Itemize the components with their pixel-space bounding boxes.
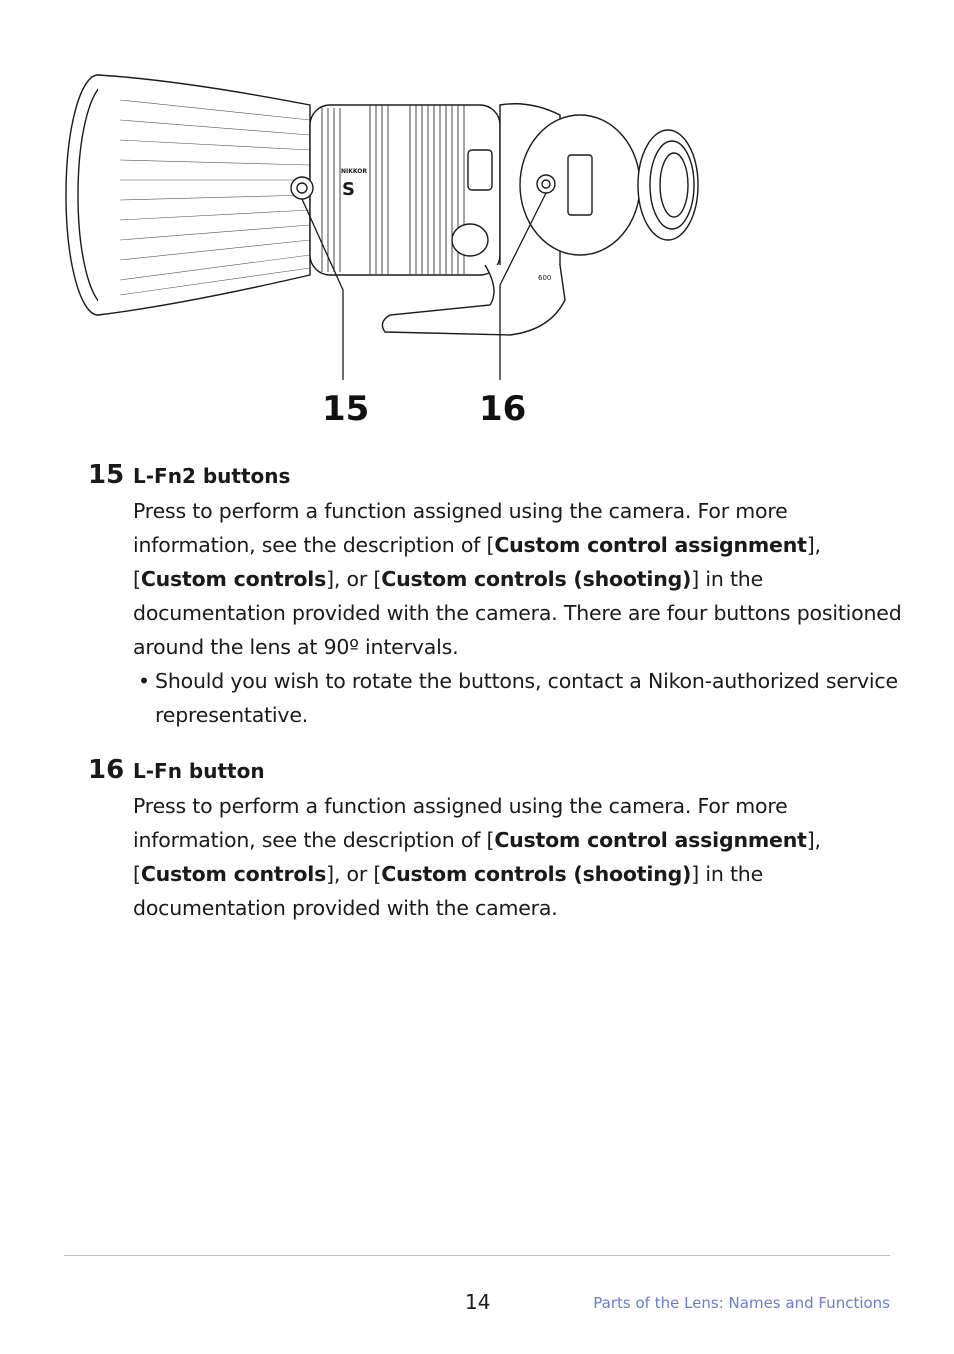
lens-illustration (60, 60, 720, 440)
section-heading (88, 757, 908, 783)
nikkor-label: NIKKOR (341, 168, 368, 175)
l-fn2-button-drawing (291, 177, 313, 199)
section-heading (88, 462, 908, 488)
footer-divider (64, 1255, 890, 1256)
section-link[interactable]: Parts of the Lens: Names and Functions (593, 1294, 890, 1312)
lens-drawing (60, 60, 720, 440)
focal-length-label: 600 (538, 274, 552, 282)
section-l-fn-button (88, 757, 908, 925)
section-number: 15 (88, 460, 125, 490)
section-description: Press to perform a function assigned using the camera. For more information, see the description of [Custom control assignment], [Custom controls], or [Custom controls (shooting)] in the documentation provided with the camera. (133, 794, 821, 920)
section-number: 16 (88, 755, 125, 785)
callout-15: 15 (322, 389, 370, 429)
bullet-item (133, 664, 908, 732)
section-title: L-Fn button (133, 759, 265, 783)
section-title: L-Fn2 buttons (133, 464, 291, 488)
page-number: 14 (465, 1290, 491, 1314)
callout-16: 16 (479, 389, 527, 429)
s-mark: S (342, 179, 355, 200)
section-l-fn2-buttons (88, 462, 908, 732)
section-description: Press to perform a function assigned using the camera. For more information, see the description of [Custom control assignment], [Custom controls], or [Custom controls (shooting)] in the documentation provided with the camera. There are four buttons positioned around the lens at 90º intervals. • Should you wish to rotate the buttons, contact a Nikon-authorized service representative. (133, 494, 908, 732)
bullet-text: Should you wish to rotate the buttons, contact a Nikon-authorized service representative. (155, 669, 898, 727)
bullet-mark: • (138, 669, 150, 693)
l-fn-button-drawing (537, 175, 555, 193)
